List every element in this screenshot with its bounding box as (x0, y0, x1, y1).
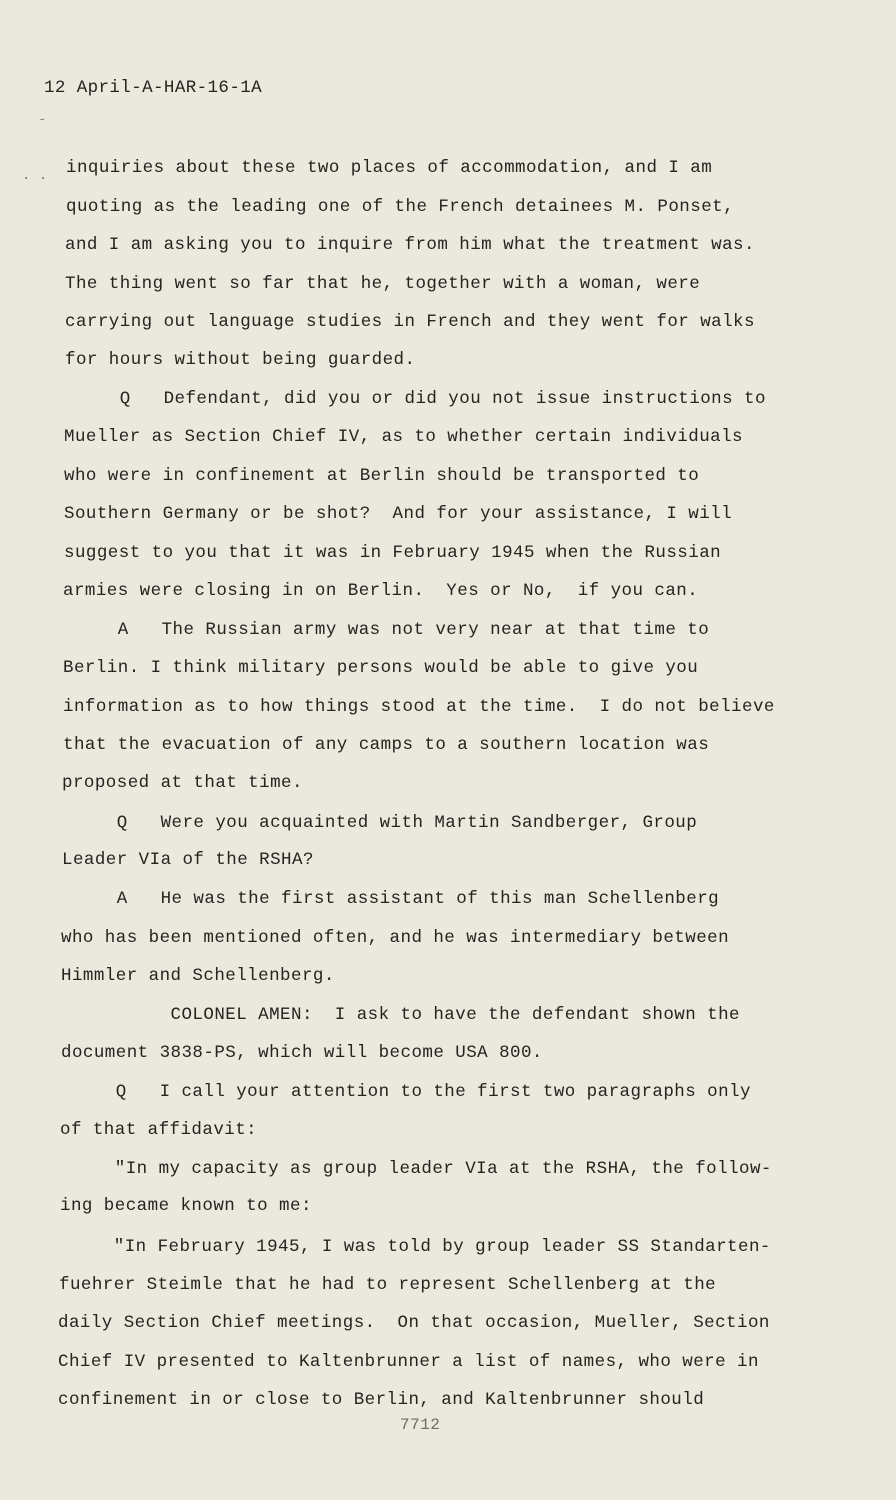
text-line: "In my capacity as group leader VIa at the RSHA, the follow- (60, 1159, 772, 1179)
text-line: Southern Germany or be shot? And for your assistance, I will (64, 504, 733, 524)
text-line: Q I call your attention to the first two paragraphs only (61, 1082, 751, 1102)
margin-mark: - (38, 112, 47, 128)
text-line: information as to how things stood at the time. I do not believe (63, 697, 775, 717)
text-line: of that affidavit: (60, 1120, 258, 1140)
text-line: Leader VIa of the RSHA? (62, 850, 314, 870)
text-line: "In February 1945, I was told by group leader SS Standarten- (59, 1237, 771, 1257)
text-line: Mueller as Section Chief IV, as to whether certain individuals (64, 427, 744, 447)
text-line: A The Russian army was not very near at that time to (63, 620, 710, 640)
text-line: and I am asking you to inquire from him what the treatment was. (65, 235, 755, 255)
text-line: fuehrer Steimle that he had to represent Schellenberg at the (59, 1275, 717, 1295)
text-line: daily Section Chief meetings. On that occasion, Mueller, Section (58, 1313, 770, 1333)
text-line: ing became known to me: (60, 1196, 312, 1216)
margin-mark: . . (22, 168, 48, 184)
text-line: carrying out language studies in French and they went for walks (65, 312, 755, 332)
text-line: document 3838-PS, which will become USA 800. (61, 1043, 543, 1063)
text-line: proposed at that time. (62, 773, 303, 793)
text-line: confinement in or close to Berlin, and Kaltenbrunner should (58, 1390, 705, 1410)
text-line: Q Defendant, did you or did you not issue instructions to (65, 389, 766, 409)
text-line: Himmler and Schellenberg. (61, 966, 335, 986)
text-line: COLONEL AMEN: I ask to have the defendant shown the (61, 1005, 741, 1025)
text-line: Berlin. I think military persons would be able to give you (63, 658, 699, 678)
page-number: 7712 (400, 1416, 441, 1434)
document-header-id: 12 April-A-HAR-16-1A (44, 78, 263, 98)
text-line: armies were closing in on Berlin. Yes or No, if you can. (63, 581, 699, 601)
text-line: inquiries about these two places of accommodation, and I am (66, 158, 713, 178)
text-line: who has been mentioned often, and he was intermediary between (61, 928, 730, 948)
text-line: Chief IV presented to Kaltenbrunner a list of names, who were in (58, 1352, 759, 1372)
text-line: The thing went so far that he, together with a woman, were (65, 274, 701, 294)
text-line: A He was the first assistant of this man Schellenberg (62, 889, 720, 909)
text-line: suggest to you that it was in February 1945 when the Russian (64, 543, 722, 563)
text-line: Q Were you acquainted with Martin Sandberger, Group (62, 813, 698, 833)
text-line: quoting as the leading one of the French detainees M. Ponset, (66, 197, 735, 217)
text-line: who were in confinement at Berlin should be transported to (64, 466, 700, 486)
text-line: that the evacuation of any camps to a southern location was (63, 735, 710, 755)
text-line: for hours without being guarded. (65, 350, 416, 370)
